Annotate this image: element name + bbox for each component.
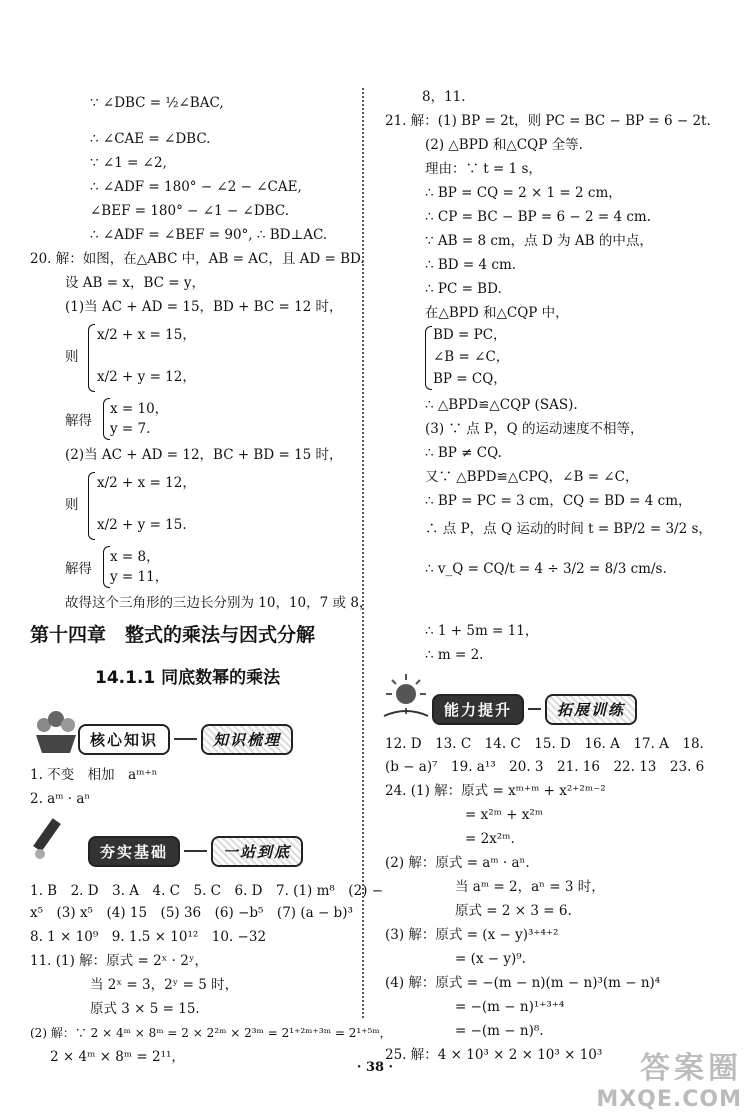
page-number: · 38 · [356, 1060, 394, 1075]
text-line: ∴ ∠ADF = ∠BEF = 90°, ∴ BD⊥AC. [90, 227, 328, 243]
section-title: 14.1.1 同底数幂的乘法 [95, 668, 281, 688]
text-line: 25. 解：4 × 10³ × 2 × 10³ × 10³ [385, 1047, 603, 1063]
text-line: 解得 [65, 413, 92, 429]
system-brace [88, 472, 95, 540]
text-line: 原式 3 × 5 = 15. [90, 1001, 200, 1017]
equation: y = 7. [110, 421, 151, 437]
text-line: ∵ ∠1 = ∠2, [90, 155, 167, 171]
text-line: x⁵ (3) x⁵ (4) 15 (5) 36 (6) −b⁵ (7) (a − b)³ [30, 905, 353, 921]
banner-label: 知识梳理 [201, 724, 293, 755]
question-20-heading: 20. 解：如图，在△ABC 中，AB = AC，且 AD = BD. [30, 251, 365, 267]
text-line: 当 aᵐ = 2，aⁿ = 3 时， [455, 879, 605, 895]
basket-illustration-icon [28, 705, 84, 755]
text-line: (2) △BPD 和△CQP 全等. [425, 137, 583, 153]
text-line: (1)当 AC + AD = 15，BD + BC = 12 时， [65, 299, 343, 315]
text-line: ∴ ∠ADF = 180° − ∠2 − ∠CAE, [90, 179, 302, 195]
banner-rule [528, 708, 541, 710]
question-21-heading: 21. 解：(1) BP = 2t，则 PC = BC − BP = 6 − 2t. [385, 113, 711, 129]
equation: x/2 + y = 15. [97, 517, 187, 533]
ability-improve-banner [432, 690, 637, 728]
text-line: ∠BEF = 180° − ∠1 − ∠DBC. [90, 203, 289, 219]
core-knowledge-banner [78, 720, 293, 758]
text-line: ∴ m = 2. [425, 647, 484, 663]
text-line: (2)当 AC + AD = 12，BC + BD = 15 时， [65, 447, 343, 463]
text-line: ∴ CP = BC − BP = 6 − 2 = 4 cm. [425, 209, 651, 225]
text-line: 解得 [65, 561, 92, 577]
text-line: 则 [65, 497, 79, 513]
watermark-text: 答案圈 [640, 1051, 742, 1086]
banner-rule [174, 738, 197, 740]
banner-rule [184, 850, 207, 852]
text-line: = x²ᵐ + x²ᵐ [465, 807, 544, 823]
banner-label: 一站到底 [211, 836, 303, 867]
text-line: (3) 解：原式 = (x − y)³⁺⁴⁺² [385, 927, 559, 943]
banner-label: 拓展训练 [545, 694, 637, 725]
text-line: ∵ AB = 8 cm，点 D 为 AB 的中点， [425, 233, 653, 249]
text-line: 1. B 2. D 3. A 4. C 5. C 6. D 7. (1) m⁸ (2) − [30, 883, 384, 899]
equation: BP = CQ， [433, 371, 507, 387]
text-line: 24. (1) 解：原式 = xᵐ⁺ᵐ + x²⁺²ᵐ⁻² [385, 783, 606, 799]
text-line: 2. aᵐ · aⁿ [30, 791, 91, 807]
equation: x = 10， [110, 401, 169, 417]
equation: ∠B = ∠C， [433, 349, 510, 365]
text-line: ∴ BP ≠ CQ. [425, 445, 502, 461]
pencil-illustration-icon [28, 812, 84, 862]
system-brace [103, 398, 110, 440]
text-line: ∴ BP = CQ = 2 × 1 = 2 cm， [425, 185, 622, 201]
watermark-logo [596, 1043, 742, 1112]
system-brace [425, 326, 432, 390]
column-divider [362, 88, 364, 1018]
text-line: 8. 1 × 10⁹ 9. 1.5 × 10¹² 10. −32 [30, 929, 267, 945]
text-line: (3) ∵ 点 P，Q 的运动速度不相等， [425, 421, 644, 437]
text-line: ∴ BP = PC = 3 cm，CQ = BD = 4 cm， [425, 493, 692, 509]
equation: x/2 + x = 15， [97, 327, 196, 343]
text-line: ∴ BD = 4 cm. [425, 257, 517, 273]
text-line: 2 × 4ᵐ × 8ᵐ = 2¹¹， [50, 1049, 185, 1065]
text-line: ∴ 点 P，点 Q 运动的时间 t = BP/2 = 3/2 s， [425, 521, 712, 537]
text-line: (2) 解：∵ 2 × 4ᵐ × 8ᵐ = 2 × 2²ᵐ × 2³ᵐ = 2¹⁺²ᵐ⁺³ᵐ = 2¹⁺⁵ᵐ， [30, 1026, 392, 1040]
sun-illustration-icon [378, 672, 434, 722]
equation: BD = PC， [433, 327, 507, 343]
text-line: 当 2ˣ = 3，2ʸ = 5 时， [90, 977, 239, 993]
text-line: = 2x²ᵐ. [465, 831, 515, 847]
equation: x/2 + y = 12， [97, 369, 196, 385]
equation: x = 8， [110, 549, 160, 565]
text-line: (b − a)⁷ 19. a¹³ 20. 3 21. 16 22. 13 23. 6 [385, 759, 705, 775]
text-line: = −(m − n)¹⁺³⁺⁴ [455, 999, 565, 1015]
text-line: 8，11. [422, 89, 466, 105]
text-line: (4) 解：原式 = −(m − n)(m − n)³(m − n)⁴ [385, 975, 661, 991]
text-line: ∴ △BPD≌△CQP (SAS). [425, 397, 578, 413]
text-line: ∴ v_Q = CQ/t = 4 ÷ 3/2 = 8/3 cm/s. [425, 561, 667, 577]
text-line: ∵ ∠DBC = ½∠BAC, [90, 95, 224, 111]
text-line: 理由：∵ t = 1 s， [425, 161, 542, 177]
text-line: 设 AB = x，BC = y， [65, 275, 205, 291]
text-line: 原式 = 2 × 3 = 6. [455, 903, 572, 919]
text-line: 故得这个三角形的三边长分别为 10，10，7 或 8， [65, 595, 373, 611]
text-line: 1. 不变 相加 aᵐ⁺ⁿ [30, 767, 158, 783]
text-line: = −(m − n)⁸. [455, 1023, 544, 1039]
banner-label: 夯实基础 [88, 836, 180, 867]
system-brace [88, 324, 95, 392]
basic-practice-banner [88, 832, 303, 870]
text-line: 则 [65, 349, 79, 365]
chapter-title: 第十四章 整式的乘法与因式分解 [30, 624, 316, 646]
text-line: (2) 解：原式 = aᵐ · aⁿ. [385, 855, 530, 871]
text-line: ∴ ∠CAE = ∠DBC. [90, 131, 211, 147]
text-line: 11. (1) 解：原式 = 2ˣ · 2ʸ， [30, 953, 209, 969]
watermark-url: MXQE.COM [596, 1087, 742, 1112]
banner-label: 核心知识 [78, 724, 170, 755]
text-line: 在△BPD 和△CQP 中， [425, 305, 569, 321]
text-line: ∴ 1 + 5m = 11， [425, 623, 539, 639]
system-brace [103, 546, 110, 588]
equation: y = 11， [110, 569, 169, 585]
text-line: ∴ PC = BD. [425, 281, 502, 297]
equation: x/2 + x = 12， [97, 475, 196, 491]
text-line: 12. D 13. C 14. C 15. D 16. A 17. A 18. [385, 736, 704, 752]
text-line: = (x − y)⁹. [455, 951, 526, 967]
banner-label: 能力提升 [432, 694, 524, 725]
text-line: 又∵ △BPD≌△CPQ，∠B = ∠C， [425, 469, 639, 485]
